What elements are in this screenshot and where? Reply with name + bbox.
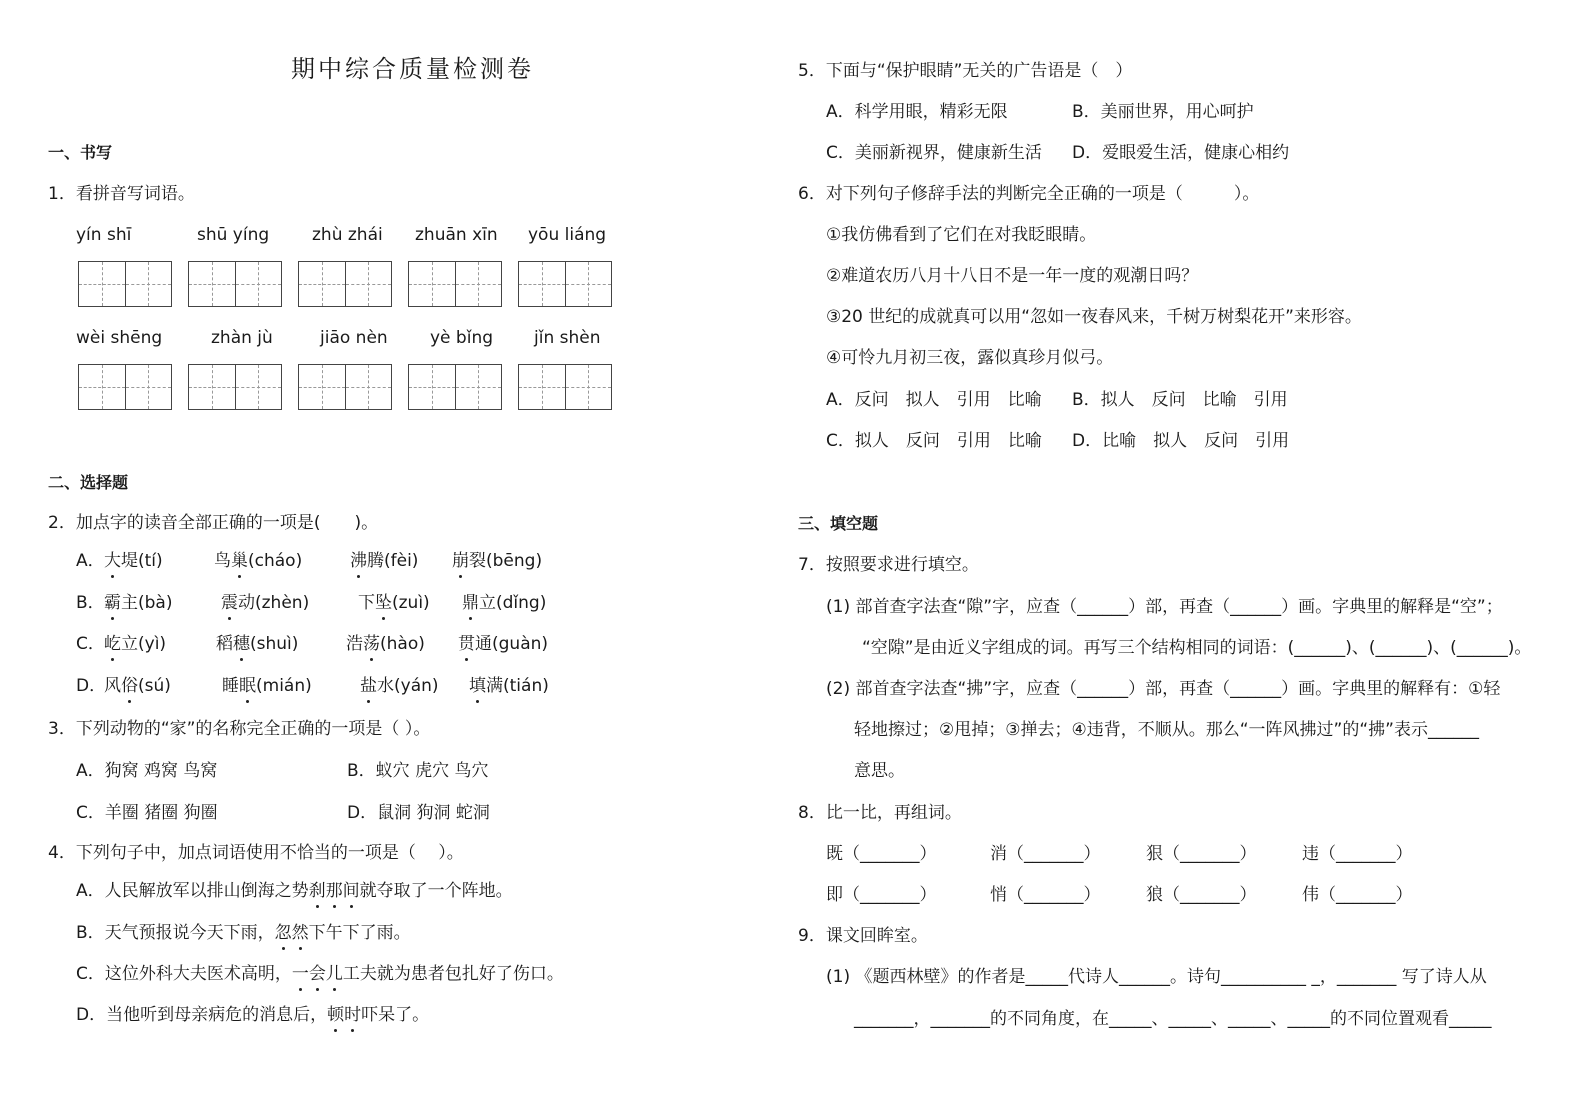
option-word: 震动(zhèn) [221,593,310,613]
sentence-3: ③20 世纪的成就真可以用“忽如一夜春风来，千树万树梨花开”来形容。 [826,307,1362,327]
option-b: B．美丽世界，用心呵护 [1072,102,1254,122]
option-word: 沸腾(fèi) [350,551,419,571]
option-word: 稻穗(shuì) [216,634,299,654]
writing-grid[interactable] [78,364,172,410]
option-word: 大堤(tí) [104,551,163,571]
question-2-text: 2．加点字的读音全部正确的一项是( )。 [48,513,379,533]
option-c: C．拟人 反问 引用 比喻 [826,431,1042,451]
pinyin-label: jǐn shèn [534,328,601,348]
option-c: C．羊圈 猪圈 狗圈 [76,803,218,823]
option-label: B． [76,593,105,613]
pinyin-label: zhàn jù [211,328,273,348]
question-9-text: 9．课文回眸室。 [798,926,928,946]
fill-line: _______，_______的不同角度，在_____、_____、_____、_____的不同位置观看_____ [854,1009,1492,1029]
page-title: 期中综合质量检测卷 [291,55,534,83]
pinyin-label: shū yíng [197,225,270,245]
section-heading-choice: 二、选择题 [48,473,129,492]
option-a: A．人民解放军以排山倒海之势刹那间就夺取了一个阵地。 [76,881,513,901]
compare-item: 即（_______） [826,885,937,905]
pinyin-label: jiāo nèn [320,328,388,348]
option-a: A．反问 拟人 引用 比喻 [826,390,1042,410]
option-word: 填满(tián) [469,676,549,696]
option-a: A．科学用眼，精彩无限 [826,102,1008,122]
section-heading-writing: 一、书写 [48,143,113,162]
compare-item: 违（_______） [1302,844,1413,864]
option-d: D．比喻 拟人 反问 引用 [1072,431,1290,451]
writing-grid[interactable] [78,261,172,307]
sentence-2: ②难道农历八月十八日不是一年一度的观潮日吗？ [826,266,1199,286]
section-heading-fill: 三、填空题 [798,514,879,533]
writing-grid[interactable] [518,261,612,307]
compare-item: 伟（_______） [1302,885,1413,905]
option-b: B．蚁穴 虎穴 鸟穴 [347,761,489,781]
option-label: A． [76,551,105,571]
writing-grid[interactable] [518,364,612,410]
option-b: B．拟人 反问 比喻 引用 [1072,390,1288,410]
writing-grid[interactable] [298,364,392,410]
compare-item: 狼（_______） [1146,885,1257,905]
question-7-text: 7．按照要求进行填空。 [798,555,979,575]
option-word: 下坠(zuì) [358,593,430,613]
option-word: 霸主(bà) [104,593,173,613]
pinyin-label: yè bǐng [430,328,494,348]
option-c: C．美丽新视界，健康新生活 [826,143,1042,163]
fill-line: 轻地擦过；②甩掉；③掸去；④违背，不顺从。那么“一阵风拂过”的“拂”表示______ [854,720,1479,740]
option-a: A．狗窝 鸡窝 鸟窝 [76,761,218,781]
writing-grid[interactable] [188,261,282,307]
fill-line: “空隙”是由近义字组成的词。再写三个结构相同的词语：(______)、(______)、(______)。 [862,638,1532,658]
option-word: 浩荡(hào) [346,634,425,654]
fill-line: (1) 《题西林壁》的作者是_____代诗人______。诗句__________ _，_______ 写了诗人从 [826,967,1487,987]
pinyin-label: yín shī [76,225,132,245]
option-d: D．鼠洞 狗洞 蛇洞 [347,803,490,823]
option-word: 鸟巢(cháo) [214,551,303,571]
option-word: 贯通(guàn) [458,634,549,654]
compare-item: 既（_______） [826,844,937,864]
question-8-text: 8．比一比，再组词。 [798,803,962,823]
writing-grid[interactable] [298,261,392,307]
option-label: C． [76,634,105,654]
pinyin-label: zhù zhái [312,225,383,245]
sentence-1: ①我仿佛看到了它们在对我眨眼睛。 [826,225,1097,245]
option-word: 崩裂(bēng) [452,551,543,571]
option-word: 盐水(yán) [360,676,439,696]
option-word: 睡眠(mián) [222,676,312,696]
option-c: C．这位外科大夫医术高明，一会儿工夫就为患者包扎好了伤口。 [76,964,564,984]
fill-line: 意思。 [854,761,905,781]
option-word: 屹立(yì) [104,634,167,654]
option-word: 鼎立(dǐng) [462,593,547,613]
question-5-text: 5．下面与“保护眼睛”无关的广告语是（ ） [798,61,1133,81]
compare-item: 消（_______） [990,844,1101,864]
option-word: 风俗(sú) [104,676,171,696]
question-6-text: 6．对下列句子修辞手法的判断完全正确的一项是（ ）。 [798,184,1260,204]
option-label: D． [76,676,107,696]
question-1-text: 1．看拼音写词语。 [48,184,195,204]
pinyin-label: zhuān xīn [415,225,498,245]
option-d: D．爱眼爱生活，健康心相约 [1072,143,1290,163]
option-d: D．当他听到母亲病危的消息后，顿时吓呆了。 [76,1005,430,1025]
sentence-4: ④可怜九月初三夜，露似真珍月似弓。 [826,348,1114,368]
question-3-text: 3．下列动物的“家”的名称完全正确的一项是（ ）。 [48,719,431,739]
question-4-text: 4．下列句子中，加点词语使用不恰当的一项是（ ）。 [48,843,464,863]
option-b: B．天气预报说今天下雨，忽然下午下了雨。 [76,923,411,943]
pinyin-label: yōu liáng [528,225,607,245]
pinyin-label: wèi shēng [76,328,163,348]
writing-grid[interactable] [188,364,282,410]
compare-item: 狠（_______） [1146,844,1257,864]
fill-line: (1) 部首查字法查“隙”字，应查（______）部，再查（______）画。字典里的解释是“空”； [826,597,1503,617]
writing-grid[interactable] [408,261,502,307]
fill-line: (2) 部首查字法查“拂”字，应查（______）部，再查（______）画。字典里的解释有：①轻 [826,679,1501,699]
compare-item: 悄（_______） [990,885,1101,905]
writing-grid[interactable] [408,364,502,410]
